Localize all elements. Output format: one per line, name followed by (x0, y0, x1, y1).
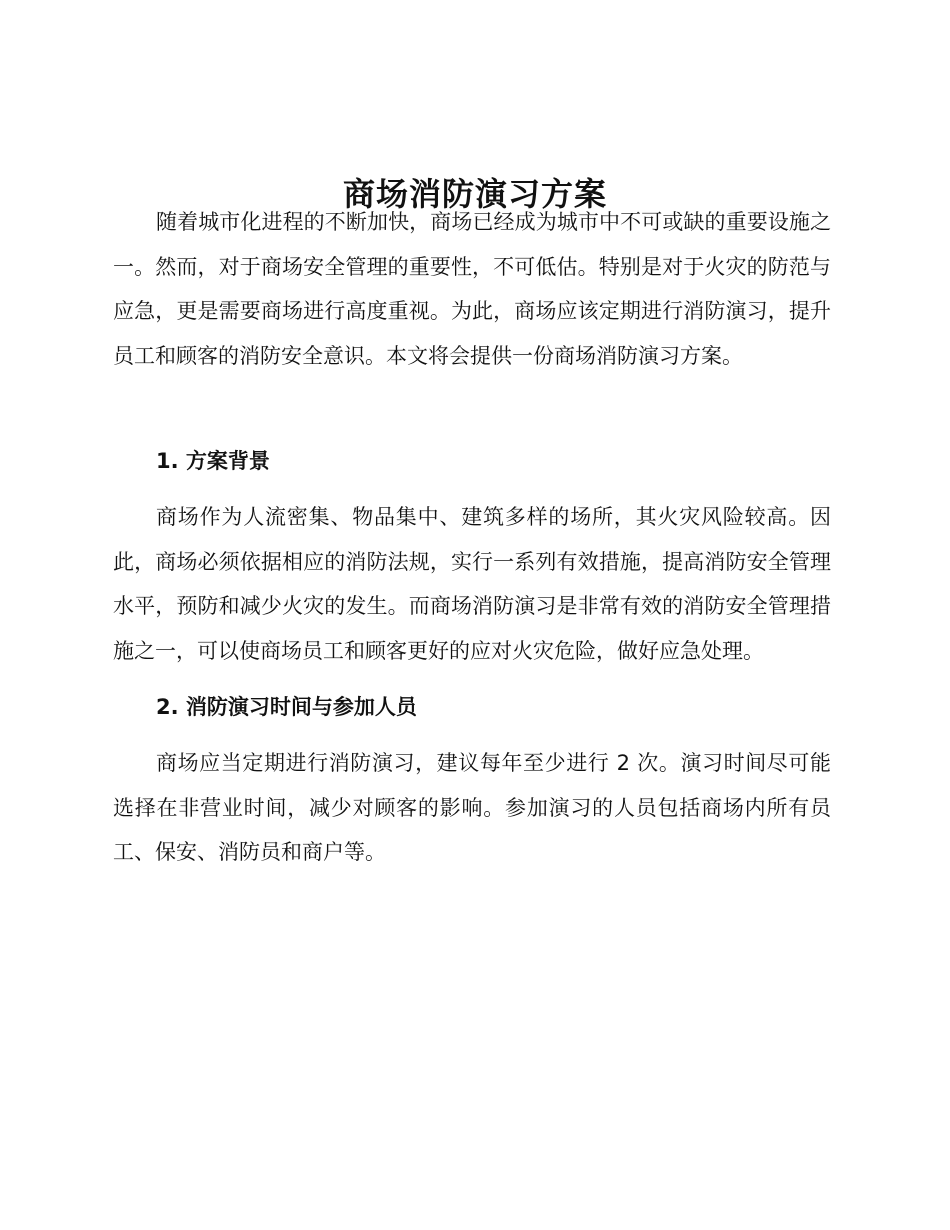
section-heading-time-participants: 2. 消防演习时间与参加人员 (156, 695, 417, 719)
section-body-background: 商场作为人流密集、物品集中、建筑多样的场所，其火灾风险较高。因此，商场必须依据相应的消防法规，实行一系列有效措施，提高消防安全管理水平，预防和减少火灾的发生。而商场消防演习是非常有效的消防安全管理措施之一，可以使商场员工和顾客更好的应对火灾危险，做好应急处理。 (113, 505, 831, 663)
document-title: 商场消防演习方案 (342, 175, 607, 214)
intro-paragraph: 随着城市化进程的不断加快，商场已经成为城市中不可或缺的重要设施之一。然而，对于商场安全管理的重要性，不可低估。特别是对于火灾的防范与应急，更是需要商场进行高度重视。为此，商场应该定期进行消防演习，提升员工和顾客的消防安全意识。本文将会提供一份商场消防演习方案。 (113, 210, 831, 368)
section-heading-background: 1. 方案背景 (156, 449, 270, 473)
section-body-time-participants: 商场应当定期进行消防演习，建议每年至少进行 2 次。演习时间尽可能选择在非营业时间，减少对顾客的影响。参加演习的人员包括商场内所有员工、保安、消防员和商户等。 (113, 751, 831, 864)
